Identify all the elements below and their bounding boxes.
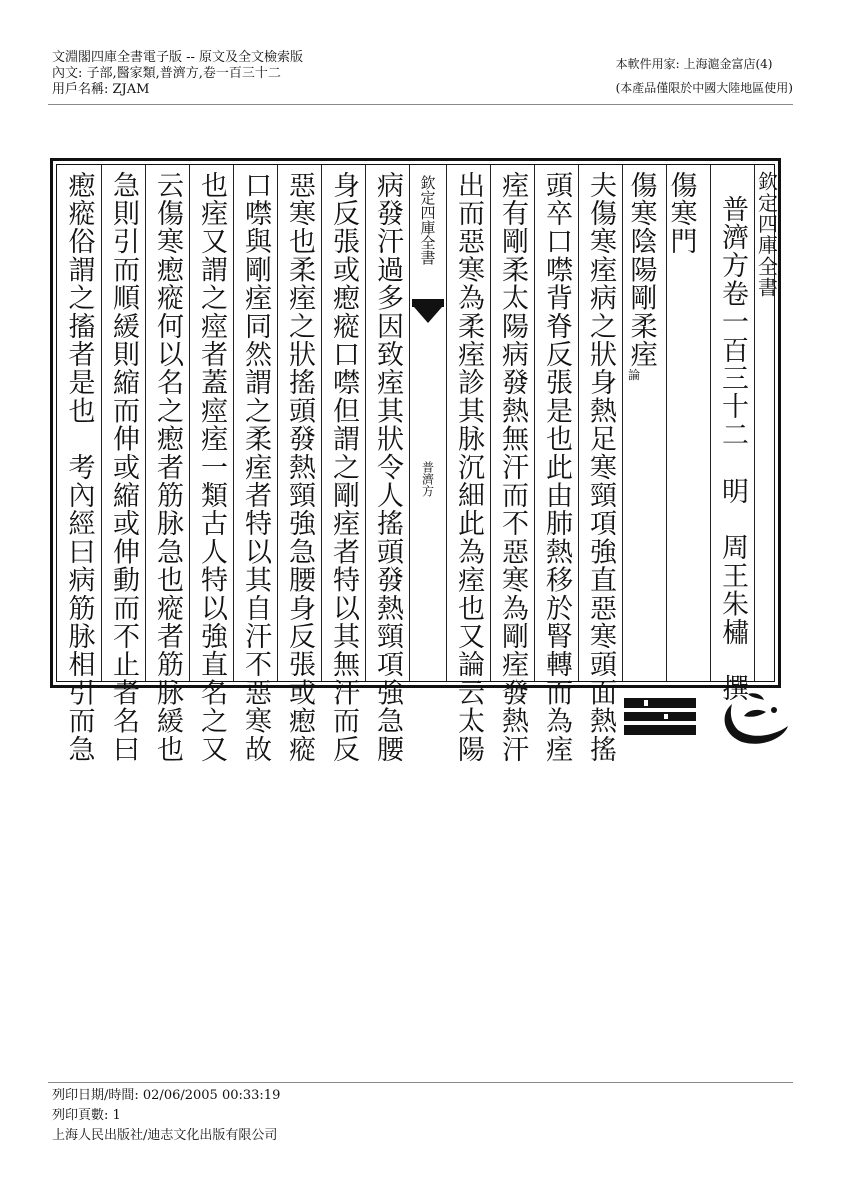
fish-tail-band bbox=[412, 299, 444, 307]
footer-divider bbox=[48, 1082, 793, 1083]
book-page-inner bbox=[56, 164, 779, 764]
column-text: 身反張或瘛瘲口噤但謂之剛痓者特以其無汗而反 bbox=[328, 171, 359, 764]
text-column-14 bbox=[101, 165, 145, 764]
text-column-8 bbox=[365, 165, 409, 764]
text-column-12 bbox=[189, 165, 233, 764]
text-column-3 bbox=[622, 165, 666, 681]
text-column-9 bbox=[321, 165, 365, 764]
print-datetime: 列印日期/時間: 02/06/2005 00:33:19 bbox=[52, 1088, 281, 1103]
gutter-subtitle: 普濟方 bbox=[420, 461, 435, 497]
text-column-6 bbox=[490, 165, 534, 764]
column-text: 急則引而順緩則縮而伸或縮或伸動而不止者名曰 bbox=[108, 171, 139, 764]
column-text: 夫傷寒痓病之狀身熱足寒頸項強直惡寒頭面熱搖 bbox=[585, 171, 616, 764]
column-text: 惡寒也柔痓之狀搖頭發熱頸強急腰身反張或瘛瘲 bbox=[284, 171, 315, 764]
footer bbox=[52, 1086, 280, 1146]
vendor-label: 本軟件用家: 上海滬金富店(4) bbox=[615, 57, 773, 71]
publisher-credit: 上海人民出版社/迪志文化出版有限公司 bbox=[52, 1128, 278, 1143]
text-column-7 bbox=[446, 165, 490, 764]
gutter-title: 欽定四庫全書 bbox=[418, 175, 437, 265]
column-text: 欽定四庫全書 bbox=[754, 171, 779, 299]
product-title: 文淵閣四庫全書電子版 -- 原文及全文檢索版 bbox=[52, 50, 304, 65]
text-column-15 bbox=[57, 165, 101, 764]
user-name: 用戶名稱: ZJAM bbox=[52, 82, 150, 97]
section-note: 論 bbox=[626, 368, 641, 382]
column-text: 痓有剛柔太陽病發熱無汗而不惡寒為剛痓發熱汗 bbox=[497, 171, 528, 764]
text-column-11 bbox=[233, 165, 277, 764]
column-text: 普濟方卷一百三十二 明 周王朱橚 撰 bbox=[717, 195, 748, 703]
column-text: 頭卒口噤背脊反張是也此由肺熱移於腎轉而為痓 bbox=[541, 171, 572, 764]
column-text: 云傷寒瘛瘲何以名之瘛者筋脉急也瘲者筋脉緩也 bbox=[152, 171, 183, 764]
fish-tail-mark bbox=[414, 307, 442, 323]
text-column-13 bbox=[145, 165, 189, 764]
text-column-4 bbox=[578, 165, 622, 764]
column-text: 瘛瘲俗謂之搐者是也 考內經曰病筋脉相引而急 bbox=[63, 171, 95, 764]
text-column-1 bbox=[710, 165, 754, 703]
column-text: 傷寒門 bbox=[665, 171, 697, 256]
center-gutter bbox=[409, 165, 446, 681]
content-path: 內文: 子部,醫家類,普濟方,卷一百三十二 bbox=[52, 66, 281, 81]
header-left bbox=[52, 50, 303, 98]
publisher-logo-icon bbox=[624, 690, 794, 752]
column-text: 也痓又謂之痙者蓋痙痓一類古人特以強直名之又 bbox=[196, 171, 227, 764]
book-page-frame bbox=[50, 158, 781, 764]
section-heading-text: 傷寒陰陽剛柔痓 bbox=[625, 171, 657, 369]
text-column-10 bbox=[277, 165, 321, 764]
text-column-5 bbox=[534, 165, 578, 764]
column-text: 口噤與剛痓同然謂之柔痓者特以其自汗不惡寒故 bbox=[240, 171, 271, 764]
section-heading bbox=[625, 171, 657, 382]
print-pages: 列印頁數: 1 bbox=[52, 1108, 121, 1123]
column-text: 出而惡寒為柔痓診其脉沉細此為痓也又論云太陽 bbox=[453, 171, 484, 764]
text-column-2 bbox=[666, 165, 710, 681]
column-text: 病發汗過多因致痓其狀令人搖頭發熱頸項強急腰 bbox=[372, 171, 403, 764]
header-right bbox=[616, 52, 793, 100]
restriction-label: (本產品僅限於中國大陸地區使用) bbox=[615, 81, 793, 95]
text-column-0 bbox=[754, 165, 778, 681]
header-divider bbox=[48, 104, 793, 105]
